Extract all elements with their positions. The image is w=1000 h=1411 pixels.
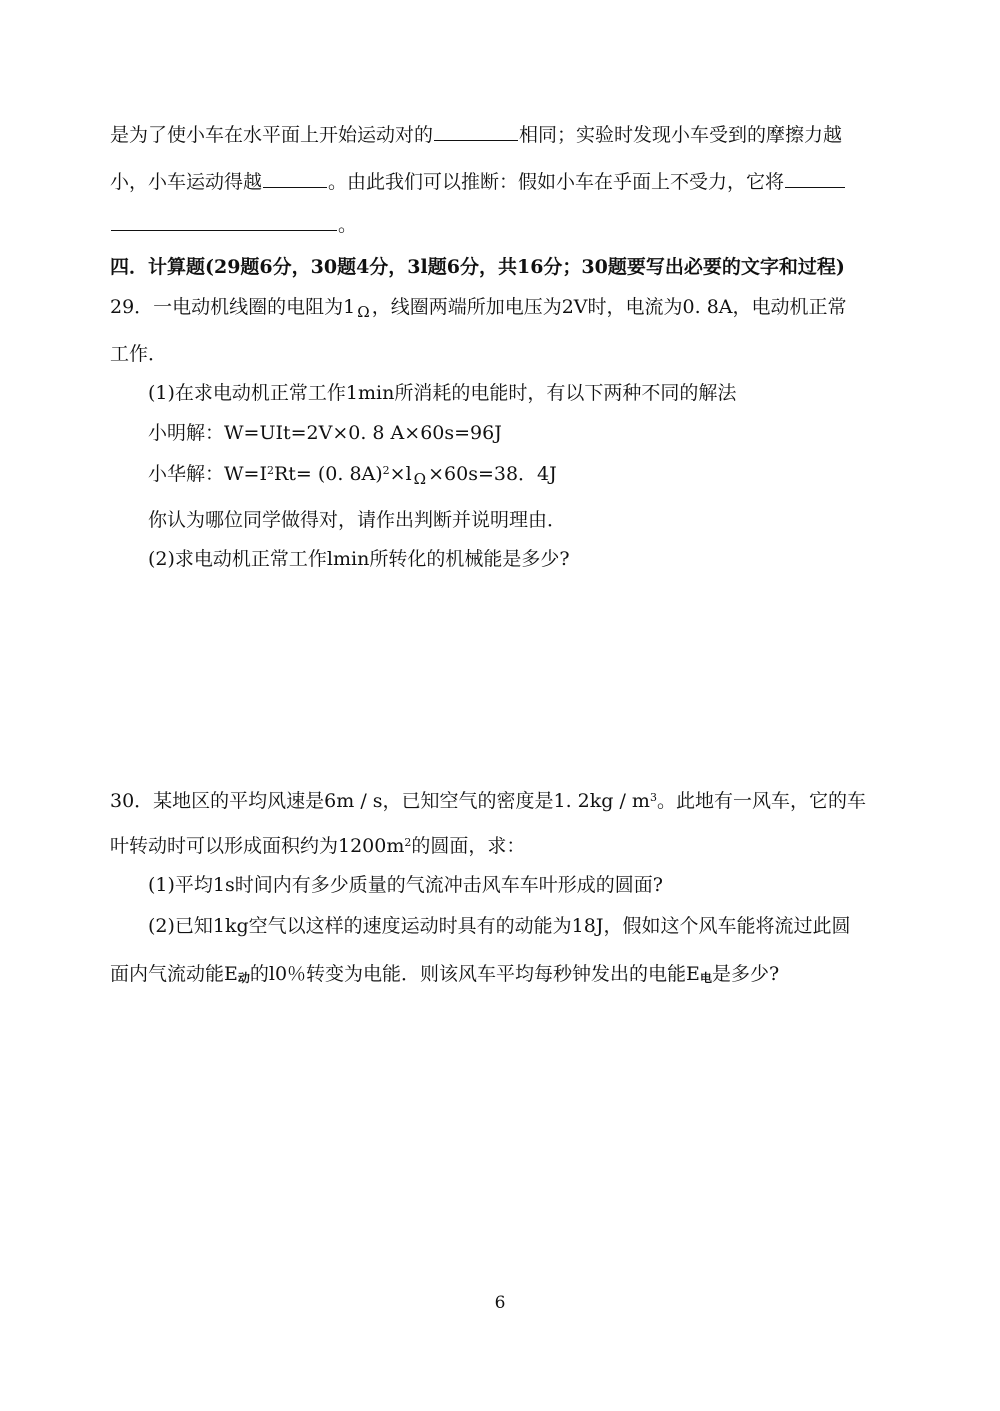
q30-part-2: (2)已知1kg空气以这样的速度运动时具有的动能为18J，假如这个风车能将流过此圆 [148,915,851,937]
q30-line-2 [110,828,890,861]
superscript: 2 [266,464,274,477]
q29-line-1 [110,292,890,327]
superscript: 2 [382,464,390,477]
q30-line-1 [110,783,890,816]
answer-blank[interactable] [434,120,518,141]
q29-text: ×60s=38．4J [428,463,557,485]
answer-blank[interactable] [111,210,337,231]
q30-text: 的l0％转变为电能．则该风车平均每秒钟发出的电能E [249,963,700,985]
ohm-symbol: Ω [357,303,370,321]
q28-text: 。 [338,214,358,236]
q29-text: ，线圈两端所加电压为2V时，电流为0. 8A，电动机正常 [371,296,847,318]
q30-text: 叶转动时可以形成面积约为1200m [110,835,405,857]
q28-text: 小，小车运动得越 [110,171,263,193]
q29-line-2: 工作． [110,343,168,365]
q30-text: 是多少? [711,963,780,985]
q30-text: 。此地有一风车，它的车 [656,790,866,812]
q28-line-2 [110,167,890,197]
subscript: 电 [699,971,712,985]
q29-text: 29．一电动机线圈的电阻为1 [110,296,356,318]
subscript: 动 [237,971,250,985]
q28-line-3 [110,210,890,240]
q29-text: ×l [389,463,412,485]
q29-part-1: (1)在求电动机正常工作1min所消耗的电能时，有以下两种不同的解法 [148,382,737,404]
q28-text: 相同；实验时发现小车受到的摩擦力越 [519,124,843,146]
answer-blank[interactable] [785,167,845,188]
q28-text: 。由此我们可以推断：假如小车在乎面上不受力，它将 [328,171,785,193]
superscript: 3 [649,791,657,804]
q29-judge: 你认为哪位同学做得对，请作出判断并说明理由． [148,509,567,531]
q30-line-5 [110,959,890,993]
q30-text: 面内气流动能E [110,963,238,985]
q30-text: 的圆面，求： [411,835,526,857]
q29-text: Rt= (0. 8A) [273,463,383,485]
q29-part-2: (2)求电动机正常工作lmin所转化的机械能是多少? [148,548,570,570]
q28-line-1 [110,120,890,150]
answer-blank[interactable] [263,167,327,188]
q29-text: 小华解：W=I [148,463,267,485]
q29-xiaoming: 小明解：W=UIt=2V×0. 8 A×60s=96J [148,422,502,444]
q30-text: 30．某地区的平均风速是6m / s，已知空气的密度是1. 2kg / m [110,790,650,812]
superscript: 2 [404,836,412,849]
q28-text: 是为了使小车在水平面上开始运动对的 [110,124,434,146]
q30-part-1: (1)平均1s时间内有多少质量的气流冲击风车车叶形成的圆面? [148,874,663,896]
page-number: 6 [494,1293,506,1313]
ohm-symbol: Ω [413,470,427,488]
section-heading: 四．计算题(29题6分，30题4分，3l题6分，共16分；30题要写出必要的文字和过程) [110,256,845,278]
q29-xiaohua [148,456,928,494]
